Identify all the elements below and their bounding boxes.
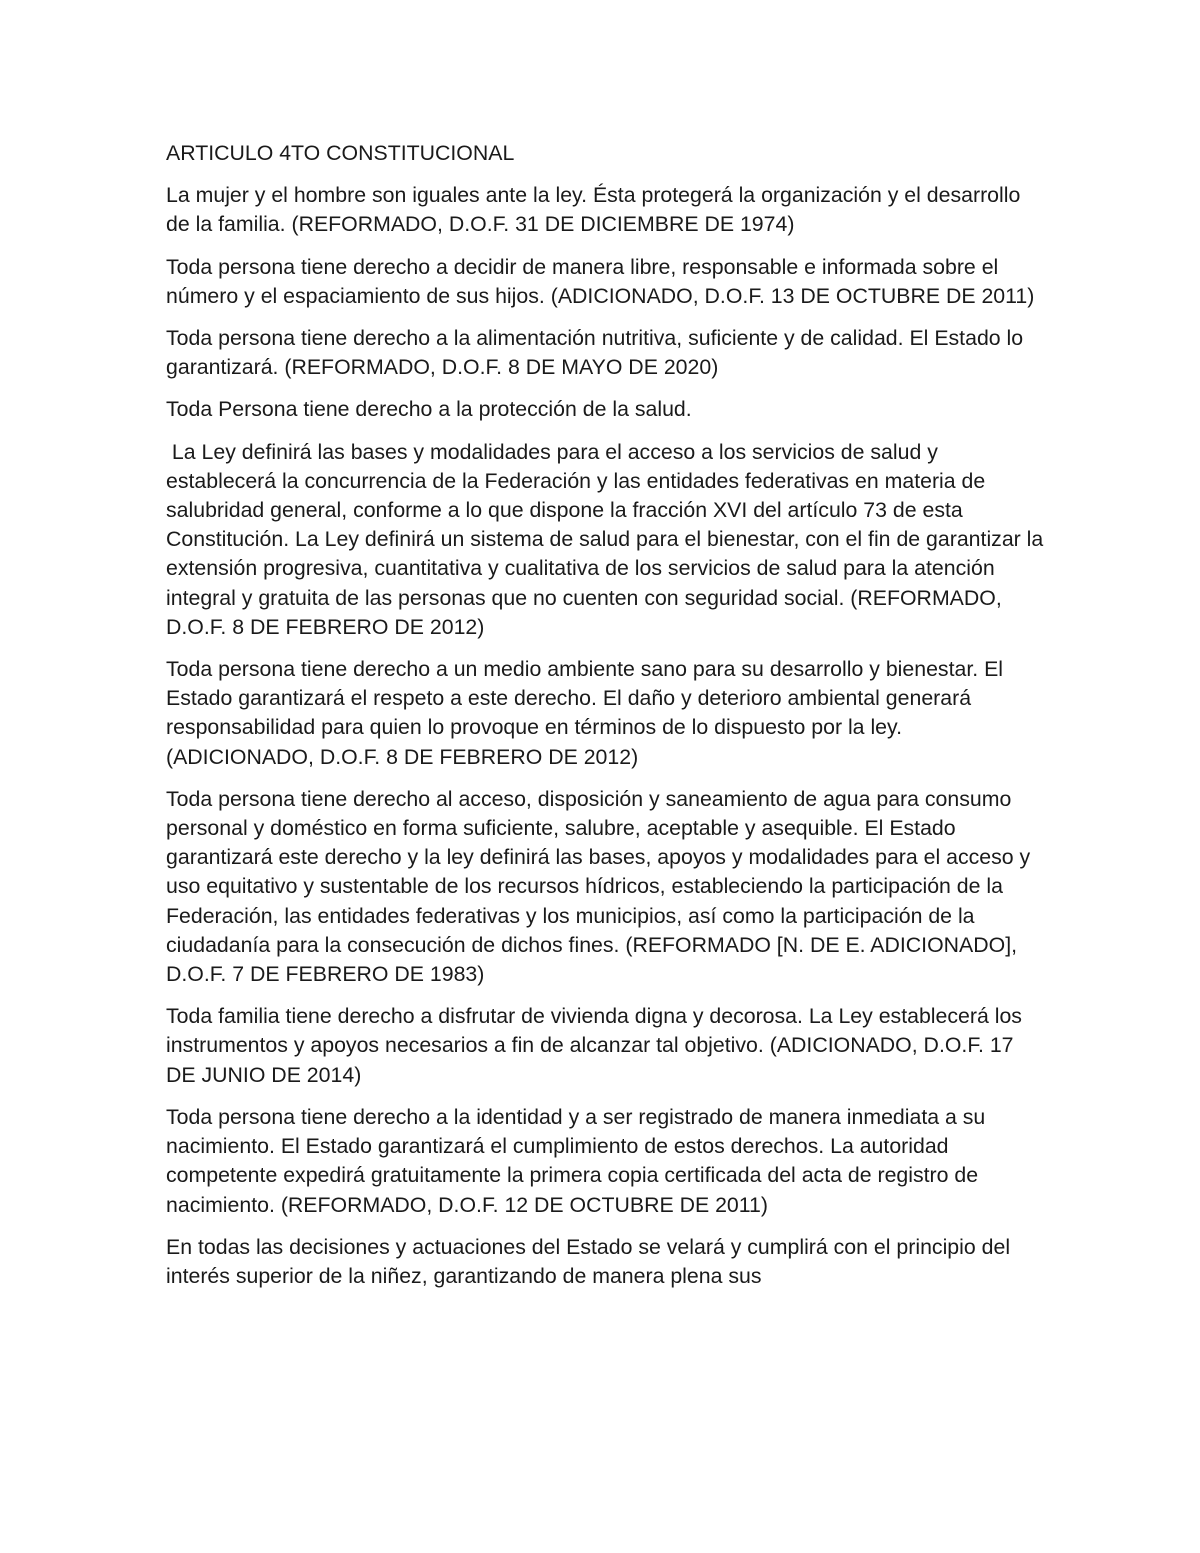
paragraph-childhood: En todas las decisiones y actuaciones del Estado se velará y cumplirá con el principio del interés superior de la niñez, garantizando de manera plena sus xyxy=(166,1234,1016,1288)
paragraph-water: Toda persona tiene derecho al acceso, disposición y saneamiento de agua para consumo personal y doméstico en forma suficiente, salubre, aceptable y asequible. El Estado garantizará este derecho y la ley definirá las bases, apoyos y modalidades para el acceso y uso equitativo y sustentable de los recursos hídricos, estableciendo la participación de la Federación, las entidades federativas y los municipios, así como la participación de la ciudadanía para la consecución de dichos fines. (REFORMADO [N. DE E. ADICIONADO], D.O.F. 7 DE FEBRERO DE 1983) xyxy=(166,786,1037,987)
paragraph-family-planning: Toda persona tiene derecho a decidir de manera libre, responsable e informada sobre el número y el espaciamiento de sus hijos. (ADICIONADO, D.O.F. 13 DE OCTUBRE DE 2011) xyxy=(166,254,1035,308)
paragraph-nutrition: Toda persona tiene derecho a la alimentación nutritiva, suficiente y de calidad. El Estado lo garantizará. (REFORMADO, D.O.F. 8 DE MAYO DE 2020) xyxy=(166,326,1030,380)
document-title: ARTICULO 4TO CONSTITUCIONAL xyxy=(166,141,515,165)
paragraph-identity: Toda persona tiene derecho a la identidad y a ser registrado de manera inmediata a su nacimiento. El Estado garantizará el cumplimiento de estos derechos. La autoridad competente expedirá gratuitamente la primera copia certificada del acta de registro de nacimiento. (REFORMADO, D.O.F. 12 DE OCTUBRE DE 2011) xyxy=(166,1104,992,1217)
paragraph-health: Toda Persona tiene derecho a la protección de la salud. xyxy=(166,397,692,422)
document-body xyxy=(166,139,1050,1304)
paragraph-environment: Toda persona tiene derecho a un medio ambiente sano para su desarrollo y bienestar. El Estado garantizará el respeto a este derecho. El daño y deterioro ambiental generará responsabilidad para quien lo provoque en términos de lo dispuesto por la ley. (ADICIONADO, D.O.F. 8 DE FEBRERO DE 2012) xyxy=(166,657,1009,769)
paragraph-housing: Toda familia tiene derecho a disfrutar de vivienda digna y decorosa. La Ley establecerá los instrumentos y apoyos necesarios a fin de alcanzar tal objetivo. (ADICIONADO, D.O.F. 17 DE JUNIO DE 2014) xyxy=(166,1004,1028,1087)
paragraph-equality: La mujer y el hombre son iguales ante la ley. Ésta protegerá la organización y el desarrollo de la familia. (REFORMADO, D.O.F. 31 DE DICIEMBRE DE 1974) xyxy=(166,183,1027,237)
paragraph-health-services: La Ley definirá las bases y modalidades para el acceso a los servicios de salud y establecerá la concurrencia de la Federación y las entidades federativas en materia de salubridad general, conforme a lo que dispone la fracción XVI del artículo 73 de esta Constitución. La Ley definirá un sistema de salud para el bienestar, con el fin de garantizar la extensión progresiva, cuantitativa y cualitativa de los servicios de salud para la atención integral y gratuita de las personas que no cuenten con seguridad social. (REFORMADO, D.O.F. 8 DE FEBRERO DE 2012) xyxy=(166,439,1050,639)
